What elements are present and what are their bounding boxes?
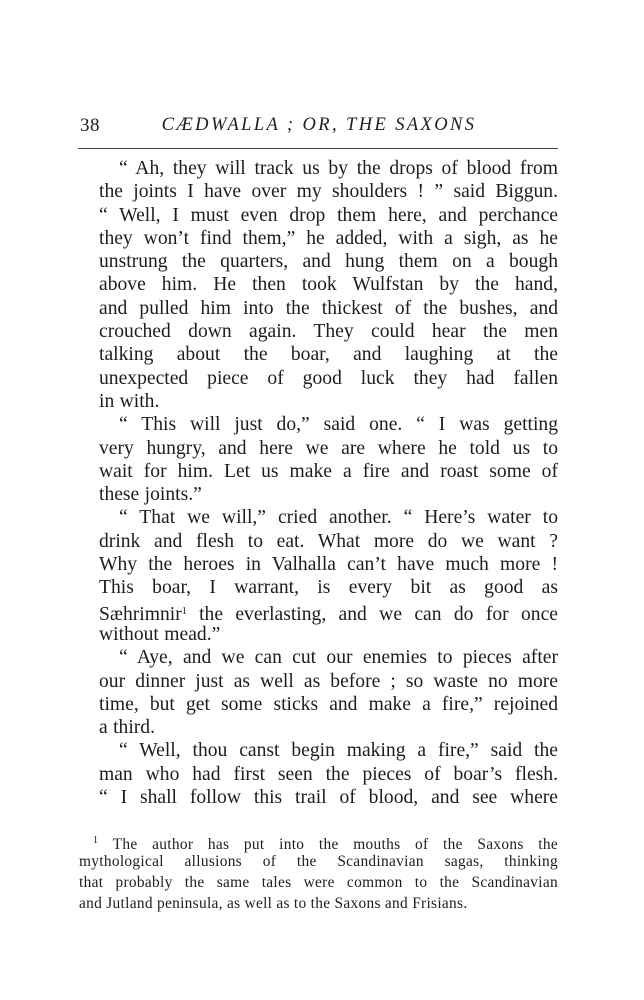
text-line: crouched down again. They could hear the men <box>99 321 558 343</box>
text-line: man who had first seen the pieces of boar’s flesh. <box>99 763 558 785</box>
running-title: CÆDWALLA ; OR, THE SAXONS <box>161 115 477 135</box>
text-line: and pulled him into the thickest of the bushes, and <box>99 297 558 319</box>
text-line: “ I shall follow this trail of blood, and see where <box>99 787 558 809</box>
header-rule <box>78 148 558 149</box>
text-line: This boar, I warrant, is every bit as good as <box>99 577 558 599</box>
paragraph-2 <box>79 413 558 506</box>
page-number: 38 <box>80 115 100 136</box>
text-line: talking about the boar, and laughing at the <box>99 344 558 366</box>
text-line: a third. <box>99 717 155 739</box>
footnote-text: The author has put into the mouths of the Saxons the <box>112 836 558 853</box>
text-line: unexpected piece of good luck they had fallen <box>99 367 558 389</box>
text-line: drink and flesh to eat. What more do we want ? <box>99 530 558 552</box>
text-line: “ This will just do,” said one. “ I was getting <box>119 414 558 436</box>
footnote-line: mythological allusions of the Scandinavian sagas, thinking <box>79 853 558 870</box>
text-line: “ That we will,” cried another. “ Here’s water to <box>119 507 558 529</box>
text-line: our dinner just as well as before ; so waste no more <box>99 670 558 692</box>
text-line: “ Well, I must even drop them here, and perchance <box>99 204 558 226</box>
paragraph-5 <box>79 739 558 809</box>
footnote-line: and Jutland peninsula, as well as to the Saxons and Frisians. <box>79 895 468 912</box>
footnote <box>79 830 558 914</box>
text-line: time, but get some sticks and make a fire,” rejoined <box>99 693 558 715</box>
paragraph-4 <box>79 646 558 739</box>
running-head <box>80 115 558 145</box>
text-line: in with. <box>99 390 160 412</box>
body-text <box>79 157 558 809</box>
text-line-rest: the everlasting, and we can do for once <box>186 603 558 625</box>
text-line: above him. He then took Wulfstan by the hand, <box>99 274 558 296</box>
text-line: Why the heroes in Valhalla can’t have much more ! <box>99 554 558 576</box>
text-line: “ Ah, they will track us by the drops of blood from <box>119 158 558 179</box>
paragraph-1 <box>79 157 558 413</box>
footnote-reference: 1 <box>181 605 187 617</box>
text-line: wait for him. Let us make a fire and roast some of <box>99 460 558 482</box>
paragraph-3 <box>79 506 558 646</box>
text-line: the joints I have over my shoulders ! ” said Biggun. <box>99 181 558 203</box>
text-line: they won’t find them,” he added, with a sigh, as he <box>99 227 558 249</box>
text-line-with-footnote <box>79 600 558 623</box>
footnote-line <box>79 830 558 851</box>
text-line: very hungry, and here we are where he told us to <box>99 437 558 459</box>
text-line: without mead.” <box>99 623 221 645</box>
text-line: unstrung the quarters, and hung them on a bough <box>99 251 558 273</box>
footnote-anchor-word: Sæhrimnir <box>99 603 182 625</box>
text-line: “ Aye, and we can cut our enemies to pieces after <box>119 647 558 669</box>
text-line: “ Well, thou canst begin making a fire,” said the <box>119 740 558 762</box>
footnote-line: that probably the same tales were common to the Scandinavian <box>79 874 558 891</box>
footnote-marker: 1 <box>93 835 99 846</box>
text-line: these joints.” <box>99 484 202 506</box>
